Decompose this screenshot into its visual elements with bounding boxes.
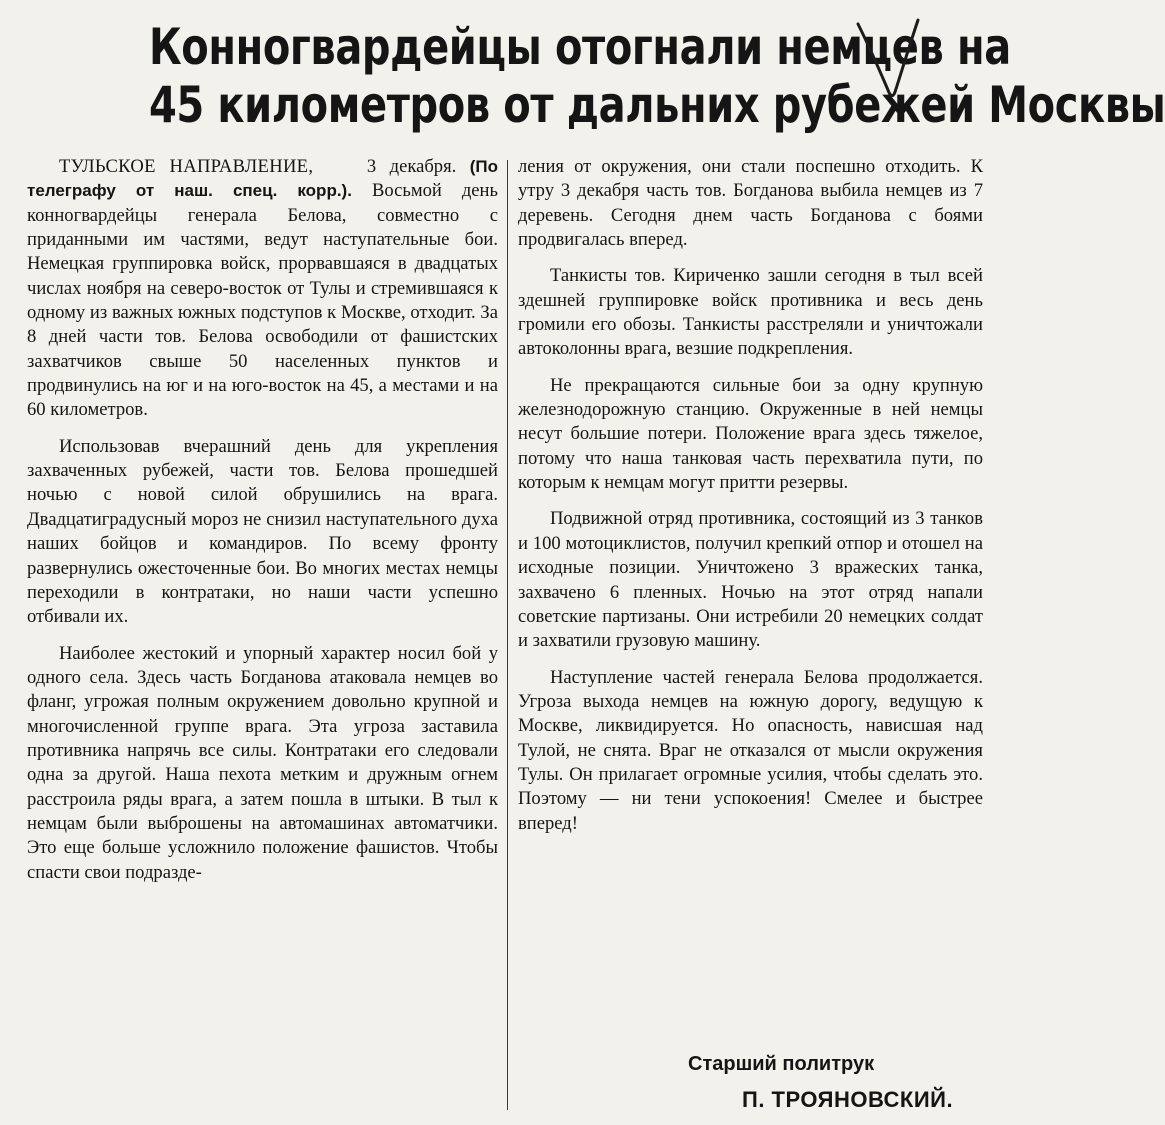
headline-line-1: Конногвардейцы отогнали немцев на	[149, 18, 1011, 76]
article-date: 3 декабря.	[366, 156, 457, 177]
headline-line-2: 45 километров от дальних рубежей Москвы	[149, 76, 1165, 134]
article-column-left	[27, 155, 498, 897]
article-column-right	[518, 155, 983, 848]
author-name: П. ТРОЯНОВСКИЙ.	[742, 1087, 954, 1112]
article-source: (По телеграфу от наш. спец. корр.).	[27, 157, 498, 201]
article-paragraph-2: Использовав вчерашний день для укрепления захваченных рубежей, части тов. Белова прошедшей ночью с новой силой обрушились на врага. Двадцатиградусный мороз не снизил наступательного духа наших бойцов и командиров. По всему фронту развернулись ожесточенные бои. Во многих местах немцы переходили в контратаки, но наши части успешно отбивали их.	[27, 435, 498, 628]
article-paragraph-3-continued: ления от окружения, они стали поспешно отходить. К утру 3 декабря часть тов. Богданова выбила немцев из 7 деревень. Сегодня днем часть Богданова с боями продвигалась вперед.	[518, 156, 983, 251]
article-paragraph-4: Танкисты тов. Кириченко зашли сегодня в тыл всей здешней группировке войск противника и весь день громили его обозы. Танкисты расстреляли и уничтожали автоколонны врага, везшие подкрепления.	[518, 265, 983, 360]
headline	[149, 18, 1165, 134]
dateline: ТУЛЬСКОЕ НАПРАВЛЕНИЕ,	[59, 156, 314, 177]
column-divider	[507, 160, 508, 1110]
article-paragraph-3: Наиболее жестокий и упорный характер носил бой у одного села. Здесь часть Богданова атаковала немцев во фланг, угрожая полным окружением довольно крупной и многочисленной группе врага. Эта угроза заставила противника напрячь все силы. Контратаки его следовали одна за другой. Наша пехота метким и дружным огнем расстроила ряды врага, а затем пошла в штыки. В тыл к немцам были выброшены на автомашинах автоматчики. Это еще больше усложнило положение фашистов. Чтобы спасти свои подразде-	[27, 642, 498, 883]
article-paragraph-7: Наступление частей генерала Белова продолжается. Угроза выхода немцев на южную дорогу, ведущую к Москве, ликвидируется. Но опасность, нависшая над Тулой, не снята. Враг не отказался от мысли окружения Тулы. Он прилагает огромные усилия, чтобы сделать это. Поэтому — ни тени успокоения! Смелее и быстрее вперед!	[518, 666, 983, 834]
article-paragraph-1: Восьмой день конногвардейцы генерала Белова, совместно с приданными им частями, ведут наступательные бои. Немецкая группировка войск, прорвавшаяся в двадцатых числах ноября на северо-восток от Тулы и стремившаяся к одному из важных южных подступов к Москве, отходит. За 8 дней части тов. Белова освободили от фашистских захватчиков свыше 50 населенных пунктов и продвинулись на юг и на юго-восток на 45, а местами и на 60 километров.	[27, 180, 498, 421]
article-paragraph-5: Не прекращаются сильные бои за одну крупную железнодорожную станцию. Окруженные в ней немцы несут большие потери. Положение врага здесь тяжелое, потому что наша танковая часть перехватила пути, по которым к немцам могут притти резервы.	[518, 374, 983, 494]
handwritten-check-mark-icon	[852, 10, 932, 110]
article-paragraph-6: Подвижной отряд противника, состоящий из 3 танков и 100 мотоциклистов, получил крепкий отпор и отошел на исходные позиции. Уничтожено 3 вражеских танка, захвачено 6 пленных. Ночью на этот отряд напали советские партизаны. Они истребили 20 немецких солдат и захватили грузовую машину.	[518, 508, 983, 652]
article-paragraph	[27, 155, 498, 423]
author-rank: Старший политрук	[688, 1053, 875, 1075]
